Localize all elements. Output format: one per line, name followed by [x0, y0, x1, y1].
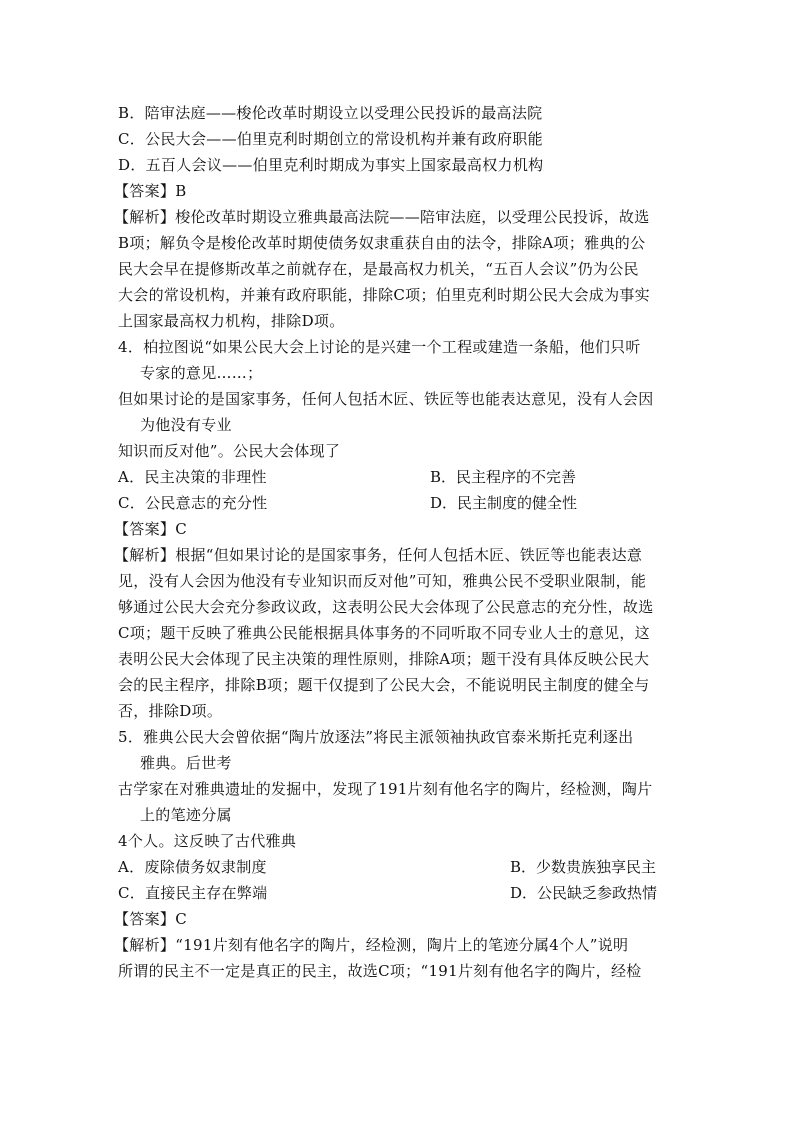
q3-analysis-line: 上国家最高权力机构，排除D项。 — [118, 312, 345, 330]
q5-answer: 【答案】C — [114, 910, 187, 928]
q4-analysis-line: 【解析】根据“但如果讨论的是国家事务，任何人包括木匠、铁匠等也能表达意 — [114, 546, 643, 564]
q3-analysis-line: 民大会早在提修斯改革之前就存在，是最高权力机关，“五百人会议”仍为公民 — [118, 260, 639, 278]
q3-answer: 【答案】B — [114, 182, 187, 200]
q4-analysis-line: 否，排除D项。 — [118, 702, 223, 720]
q5-stem-line: 上的笔迹分属 — [140, 806, 232, 824]
q4-stem-line: 专家的意见……； — [140, 364, 263, 382]
q4-stem-line: 为他没有专业 — [140, 416, 232, 434]
q4-stem-line: 知识而反对他”。公民大会体现了 — [118, 442, 341, 460]
q3-analysis-line: 大会的常设机构，并兼有政府职能，排除C项；伯里克利时期公民大会成为事实 — [118, 286, 650, 304]
q4-analysis-line: 够通过公民大会充分参政议政，这表明公民大会体现了公民意志的充分性，故选 — [118, 598, 654, 616]
q4-option-d: D．民主制度的健全性 — [430, 494, 578, 512]
q5-stem-line: 古学家在对雅典遗址的发掘中，发现了191片刻有他名字的陶片，经检测，陶片 — [118, 780, 653, 798]
q4-option-c: C．公民意志的充分性 — [118, 494, 268, 512]
q3-option-b: B．陪审法庭——梭伦改革时期设立以受理公民投诉的最高法院 — [118, 104, 543, 122]
q5-analysis-line: 所谓的民主不一定是真正的民主，故选C项；“191片刻有他名字的陶片，经检 — [118, 962, 642, 980]
q5-option-b: B．少数贵族独享民主 — [510, 858, 657, 876]
q5-option-c: C．直接民主存在弊端 — [118, 884, 268, 902]
q5-stem-line: 雅典。后世考 — [140, 754, 232, 772]
q5-option-a: A．废除债务奴隶制度 — [118, 858, 267, 876]
q3-analysis-line: 【解析】梭伦改革时期设立雅典最高法院——陪审法庭，以受理公民投诉，故选 — [114, 208, 650, 226]
q5-stem-line: 5．雅典公民大会曾依据“陶片放逐法”将民主派领袖执政官泰米斯托克利逐出 — [118, 728, 634, 746]
q5-option-d: D．公民缺乏参政热情 — [510, 884, 658, 902]
q4-stem-line: 4．柏拉图说“如果公民大会上讨论的是兴建一个工程或建造一条船，他们只听 — [118, 338, 641, 356]
q4-analysis-line: C项；题干反映了雅典公民能根据具体事务的不同听取不同专业人士的意见，这 — [118, 624, 650, 642]
q4-analysis-line: 表明公民大会体现了民主决策的理性原则，排除A项；题干没有具体反映公民大 — [118, 650, 650, 668]
q4-option-a: A．民主决策的非理性 — [118, 468, 267, 486]
q3-option-d: D．五百人会议——伯里克利时期成为事实上国家最高权力机构 — [118, 156, 544, 174]
q4-analysis-line: 见，没有人会因为他没有专业知识而反对他”可知，雅典公民不受职业限制，能 — [118, 572, 647, 590]
q5-analysis-line: 【解析】“191片刻有他名字的陶片，经检测，陶片上的笔迹分属4个人”说明 — [114, 936, 629, 954]
q4-stem-line: 但如果讨论的是国家事务，任何人包括木匠、铁匠等也能表达意见，没有人会因 — [118, 390, 654, 408]
q5-stem-line: 4个人。这反映了古代雅典 — [118, 832, 297, 850]
q3-analysis-line: B项；解负令是梭伦改革时期使债务奴隶重获自由的法令，排除A项；雅典的公 — [118, 234, 646, 252]
q3-option-c: C．公民大会——伯里克利时期创立的常设机构并兼有政府职能 — [118, 130, 543, 148]
q4-answer: 【答案】C — [114, 520, 187, 538]
q4-option-b: B．民主程序的不完善 — [430, 468, 577, 486]
q4-analysis-line: 会的民主程序，排除B项；题干仅提到了公民大会，不能说明民主制度的健全与 — [118, 676, 650, 694]
